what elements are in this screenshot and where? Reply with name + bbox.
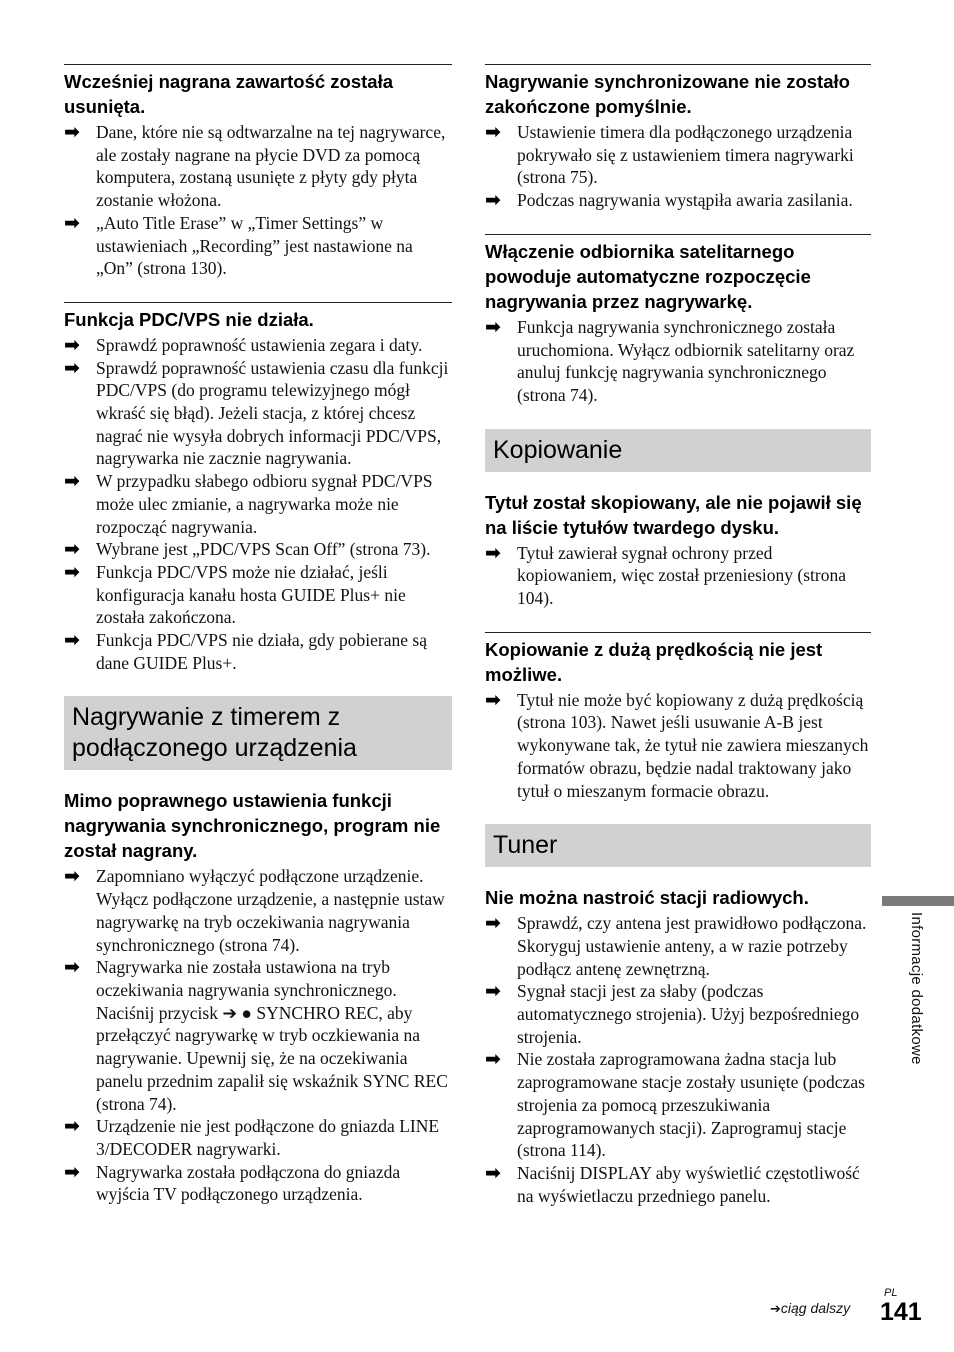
item-text: Zapomniano wyłączyć podłączone urządzenie. Wyłącz podłączone urządzenie, a następnie ustaw nagrywarkę na tryb oczekiwania nagrywania synchronicznego (strona 74). [96, 866, 445, 955]
list-item [485, 1048, 871, 1162]
arrow-right-icon: ➡ [485, 121, 501, 143]
item-text: W przypadku słabego odbioru sygnał PDC/VPS może ulec zmianie, a nagrywarka może nie rozpocząć nagrywania. [96, 471, 433, 537]
item-text: Sprawdź poprawność ustawienia zegara i daty. [96, 334, 423, 355]
troubleshoot-block-sync-not-recorded [64, 788, 452, 1206]
list-item [485, 1162, 871, 1207]
troubleshoot-block-sync-failed [485, 64, 871, 212]
list-item [64, 538, 452, 561]
arrow-right-icon: ➡ [64, 470, 80, 493]
troubleshoot-block-satellite [485, 234, 871, 407]
list-item [485, 912, 871, 980]
arrow-right-icon: ➡ [64, 121, 80, 143]
list-item [485, 121, 871, 189]
arrow-right-icon: ➡ [64, 1115, 80, 1138]
list-item [485, 316, 871, 407]
item-text: Tytuł zawierał sygnał ochrony przed kopiowaniem, więc został przeniesiony (strona 104). [517, 542, 846, 609]
item-text: Funkcja nagrywania synchronicznego została uruchomiona. Wyłącz odbiornik satelitarny oraz anuluj funkcję nagrywania synchronicznego (strona 74). [517, 316, 855, 405]
item-text: „Auto Title Erase” w „Timer Settings” w ustawieniach „Recording” jest nastawione na „On” (strona 130). [96, 212, 413, 279]
list-item [64, 629, 452, 674]
section-banner-tuner: Tuner [485, 824, 871, 867]
item-text: Sprawdź poprawność ustawienia czasu dla funkcji PDC/VPS (do programu telewizyjnego mógł wkraść się błąd). Jeżeli stacja, z której chcesz nagrać nie wysyła dobrych informacji PDC/VPS, nagrywarka nie zacznie nagrywania. [96, 357, 449, 469]
item-text: Funkcja PDC/VPS może nie działać, jeśli konfiguracja kanału hosta GUIDE Plus+ nie została zakończona. [96, 561, 406, 628]
item-text: Sygnał stacji jest za słaby (podczas automatycznego strojenia). Użyj bezpośredniego strojenia. [517, 981, 860, 1047]
troubleshoot-block-content-erased [64, 64, 452, 280]
list-item [485, 980, 871, 1048]
side-tab-label: Informacje dodatkowe [908, 912, 925, 1065]
block-heading: Wcześniej nagrana zawartość została usunięta. [64, 71, 394, 117]
arrow-right-icon: ➡ [64, 1160, 80, 1183]
arrow-right-icon: ➡ [485, 189, 501, 212]
item-text: Urządzenie nie jest podłączone do gniazda LINE 3/DECODER nagrywarki. [96, 1116, 440, 1159]
item-text: Wybrane jest „PDC/VPS Scan Off” (strona 73). [96, 539, 431, 560]
language-code: PL [884, 1287, 898, 1299]
arrow-right-icon: ➡ [64, 865, 80, 888]
list-item [485, 189, 871, 212]
arrow-right-icon: ➡ [64, 956, 80, 979]
troubleshoot-block-high-speed [485, 632, 871, 803]
arrow-right-icon: ➡ [64, 560, 80, 583]
list-item [64, 470, 452, 538]
list-item [64, 865, 452, 956]
item-text: Sprawdź, czy antena jest prawidłowo podłączona. Skoryguj ustawienie anteny, a w razie potrzeby podłącz antenę zewnętrzną. [517, 913, 867, 979]
troubleshoot-block-title-copied [485, 490, 871, 610]
list-item [64, 334, 452, 357]
item-text: Dane, które nie są odtwarzalne na tej nagrywarce, ale zostały nagrane na płycie DVD za pomocą komputera, zostaną usunięte z płyty gdy płyta zostanie włożona. [96, 122, 446, 211]
item-text: Podczas nagrywania wystąpiła awaria zasilania. [517, 190, 853, 211]
section-banner-copying: Kopiowanie [485, 429, 871, 472]
list-item [64, 1161, 452, 1206]
right-column [485, 64, 871, 1229]
arrow-right-icon: ➡ [485, 912, 501, 935]
continued-note [770, 1300, 850, 1317]
arrow-right-icon: ➡ [485, 688, 501, 711]
list-item [485, 689, 871, 803]
list-item [64, 212, 452, 280]
item-text: Nagrywarka nie została ustawiona na tryb oczekiwania nagrywania synchronicznego. Naciśnij przycisk ➔ ● SYNCHRO REC, aby przełączyć nagrywarkę w tryb oczkiewania na nagrywanie. Upewnij się, że na oczekiwania panelu przednim zapalił się wskaźnik SYNC REC (strona 74). [96, 957, 448, 1114]
block-heading: Mimo poprawnego ustawienia funkcji nagrywania synchronicznego, program nie został nagrany. [64, 790, 441, 862]
item-text: Naciśnij DISPLAY aby wyświetlić częstotliwość na wyświetlaczu przedniego panelu. [517, 1162, 860, 1206]
arrow-right-icon: ➡ [485, 980, 501, 1003]
page-number: 141 [880, 1298, 922, 1326]
list-item [485, 542, 871, 610]
list-item [64, 1115, 452, 1160]
troubleshoot-block-radio [485, 885, 871, 1207]
arrow-right-icon: ➡ [64, 333, 80, 356]
arrow-right-icon: ➡ [64, 211, 80, 234]
block-heading: Kopiowanie z dużą prędkością nie jest możliwe. [485, 638, 823, 685]
block-heading: Nie można nastroić stacji radiowych. [485, 887, 809, 909]
section-banner-timer-recording: Nagrywanie z timerem z podłączonego urządzenia [64, 696, 452, 770]
block-heading: Funkcja PDC/VPS nie działa. [64, 308, 314, 330]
item-text: Ustawienie timera dla podłączonego urządzenia pokrywało się z ustawieniem timera nagrywarki (strona 75). [517, 122, 854, 188]
list-item [64, 121, 452, 212]
arrow-right-icon: ➡ [485, 1048, 501, 1071]
item-text: Funkcja PDC/VPS nie działa, gdy pobierane są dane GUIDE Plus+. [96, 630, 427, 673]
arrow-right-icon: ➡ [485, 315, 501, 338]
item-text: Nagrywarka została podłączona do gniazda wyjścia TV podłączonego urządzenia. [96, 1161, 401, 1205]
troubleshoot-block-pdc-vps [64, 302, 452, 675]
block-heading: Włączenie odbiornika satelitarnego powoduje automatyczne rozpoczęcie nagrywania przez nagrywarkę. [485, 240, 811, 312]
left-column [64, 64, 452, 1228]
arrow-right-icon: ➡ [485, 1161, 501, 1184]
arrow-right-icon: ➡ [64, 629, 80, 652]
item-text: Tytuł nie może być kopiowany z dużą prędkością (strona 103). Nawet jeśli usuwanie A-B jest wykonywane tak, że tytuł nie zawiera mieszanych formatów obrazu, będzie nadal traktowany jako tytuł o mieszanym formacie obrazu. [517, 689, 869, 801]
block-heading: Tytuł został skopiowany, ale nie pojawił się na liście tytułów twardego dysku. [485, 491, 862, 538]
list-item [64, 561, 452, 629]
list-item [64, 357, 452, 471]
list-item [64, 956, 452, 1115]
arrow-right-icon: ➡ [485, 541, 501, 564]
item-text: Nie została zaprogramowana żadna stacja lub zaprogramowane stacje zostały usunięte (podczas strojenia za pomocą przeszukiwania zaprogramowanych stacji). Zaprogramuj stacje (strona 114). [517, 1049, 865, 1161]
continued-text: ciąg dalszy [780, 1300, 851, 1316]
block-heading: Nagrywanie synchronizowane nie zostało zakończone pomyślnie. [485, 71, 850, 117]
arrow-right-icon: ➔ [770, 1302, 781, 1317]
arrow-right-icon: ➡ [64, 538, 80, 561]
arrow-right-icon: ➡ [64, 356, 80, 379]
side-tab-bar [882, 896, 954, 906]
